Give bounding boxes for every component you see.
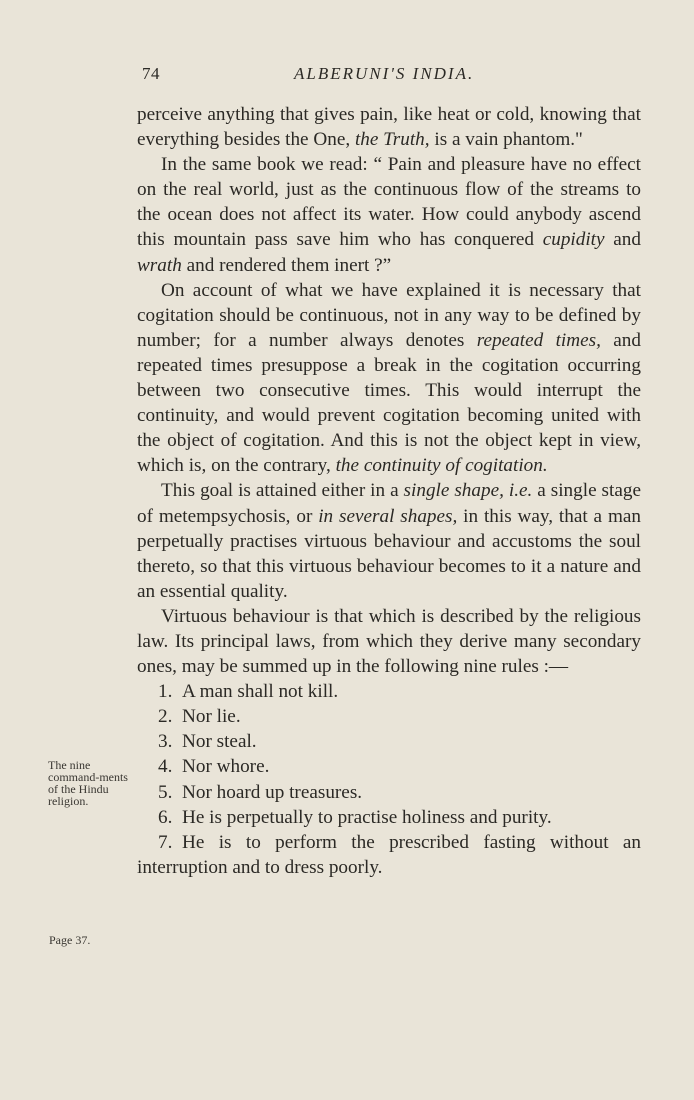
- rule-item: 2. Nor lie.: [158, 706, 241, 728]
- rule-item: 5. Nor hoard up treasures.: [158, 781, 363, 803]
- rule-item: 1. A man shall not kill.: [158, 681, 339, 703]
- rule-item: 4. Nor whore.: [158, 756, 270, 778]
- page-number: 74: [142, 64, 160, 83]
- margin-note-page-ref: Page 37.: [49, 933, 91, 947]
- running-title: ALBERUNI'S INDIA.: [294, 64, 475, 83]
- rule-item: 6. He is perpetually to practise holiness and purity.: [158, 806, 552, 828]
- rule-item: 3. Nor steal.: [158, 731, 257, 753]
- rule-item: 7. He is to perform the prescribed fasting without an interruption and to dress poorly.: [137, 831, 641, 878]
- paragraph-3: On account of what we have explained it is necessary that cogitation should be continuous, not in any way to be defined by number; for a number always denotes repeated times, and repeated times presuppose a break in the cogitation occurring between two consecutive times. This would interrupt the continuity, and would prevent cogitation becoming united with the object of cogitation. And this is not the object kept in view, which is, on the contrary, the continuity of cogitation.: [137, 279, 641, 477]
- paragraph-2: In the same book we read: “ Pain and pleasure have no effect on the real world, just as the continuous flow of the streams to the ocean does not affect its water. How could anybody ascend this mountain pass save him who has conquered cupidity and wrath and rendered them inert ?”: [137, 154, 641, 276]
- body-text: [137, 102, 641, 880]
- paragraph-1: perceive anything that gives pain, like heat or cold, knowing that everything besides the One, the Truth, is a vain phantom.": [137, 104, 641, 151]
- paragraph-4: This goal is attained either in a single shape, i.e. a single stage of metempsychosis, or in several shapes, in this way, that a man perpetually practises virtuous behaviour and accustoms the soul thereto, so that this virtuous behaviour becomes to it a nature and an essential quality.: [137, 480, 641, 602]
- page-header: [142, 64, 642, 88]
- paragraph-5: Virtuous behaviour is that which is described by the religious law. Its principal laws, from which they derive many secondary ones, may be summed up in the following nine rules :—: [137, 605, 641, 678]
- margin-note-commandments: The nine command-ments of the Hindu religion.: [48, 758, 128, 808]
